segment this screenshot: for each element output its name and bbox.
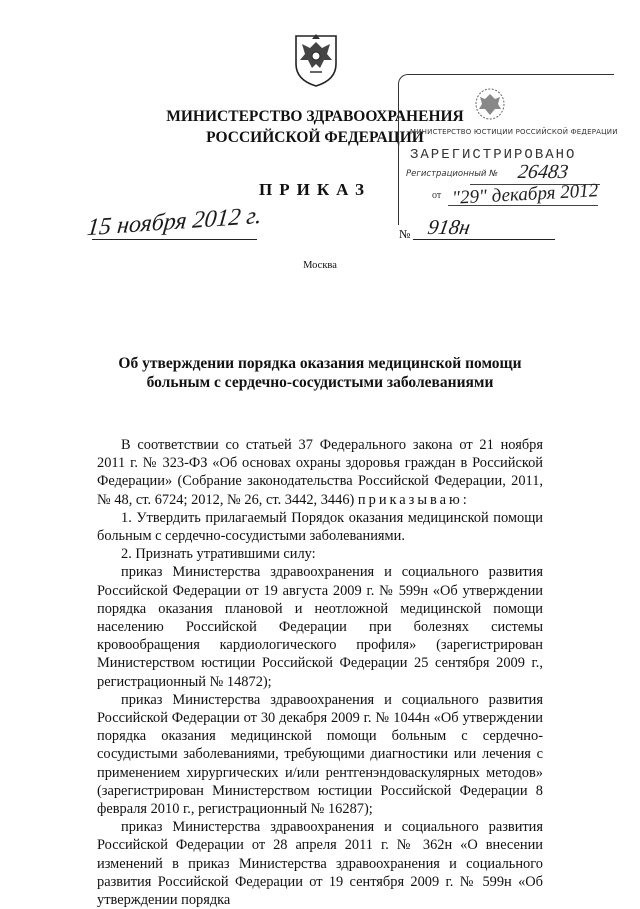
revoked-order-1: приказ Министерства здравоохранения и социального развития Российской Федерации от 19 августа 2009 г. № 599н «Об утверждении порядка оказания плановой и неотложной медицинской помощи населению Российской Федерации при болезнях системы кровообращения кардиологического профиля» (зарегистрирован Министерством юстиции Российской Федерации 25 сентября 2009 г., регистрационный № 14872); [97, 564, 543, 690]
order-number-line [413, 239, 555, 240]
stamp-date-line [448, 205, 598, 206]
document-type-title: ПРИКАЗ [259, 180, 371, 199]
order-date-line [92, 239, 257, 240]
city-name: Москва [303, 260, 337, 271]
coat-of-arms-emblem [292, 30, 340, 88]
order-number-sign: № [399, 227, 411, 241]
revoked-order-2: приказ Министерства здравоохранения и социального развития Российской Федерации от 30 декабря 2009 г. № 1044н «Об утверждении порядка оказания медицинской помощи больным с сердечно-сосудистыми заболеваниями, требующими диагностики или лечения с применением хирургических и/или рентгенэндоваскулярных методов» (зарегистрирован Министерством юстиции Российской Федерации 8 февраля 2010 г., регистрационный № 16287); [97, 691, 543, 818]
stamp-registered-label: ЗАРЕГИСТРИРОВАНО [410, 147, 577, 163]
heading-line-2: больным с сердечно-сосудистыми заболеваниями [146, 374, 494, 391]
item-1-paragraph: 1. Утвердить прилагаемый Порядок оказания медицинской помощи больным с сердечно-сосудистыми заболеваниями. [97, 509, 543, 545]
heading-line-1: Об утверждении порядка оказания медицинской помощи [118, 355, 522, 372]
order-body [97, 436, 543, 909]
revoked-order-3: приказ Министерства здравоохранения и социального развития Российской Федерации от 28 апреля 2011 г. № 362н «О внесении изменений в приказ Министерства здравоохранения и социального развития Российской Федерации от 19 сентября 2009 г. № 599н «Об утверждении порядка [97, 819, 543, 909]
order-date-handwritten: 15 ноября 2012 г. [85, 202, 263, 242]
order-number-handwritten: 918н [425, 215, 473, 239]
stamp-date-handwritten: "29" декабря 2012 [451, 180, 599, 209]
stamp-date-prefix: от [432, 190, 442, 201]
stamp-regnum-label: Регистрационный № [406, 169, 498, 179]
ministry-line-2: РОССИЙСКОЙ ФЕДЕРАЦИИ [206, 129, 424, 146]
stamp-emblem-icon [470, 86, 510, 122]
order-word: приказываю: [357, 491, 470, 508]
order-heading [90, 354, 550, 392]
ministry-line-1: МИНИСТЕРСТВО ЗДРАВООХРАНЕНИЯ [166, 108, 464, 125]
preamble-text: В соответствии со статьей 37 Федерального закона от 21 ноября 2011 г. № 323-ФЗ «Об основах охраны здоровья граждан в Российской Федерации» (Собрание законодательства Российской Федерации, 2011, № 48, ст. 6724; 2012, № 26, ст. 3442, 3446) [97, 437, 543, 508]
stamp-organization: МИНИСТЕРСТВО ЮСТИЦИИ РОССИЙСКОЙ ФЕДЕРАЦИИ [410, 128, 618, 136]
stamp-regnum-handwritten: 26483 [516, 161, 570, 183]
item-2-paragraph: 2. Признать утратившими силу: [121, 546, 316, 563]
preamble-paragraph [97, 436, 543, 509]
